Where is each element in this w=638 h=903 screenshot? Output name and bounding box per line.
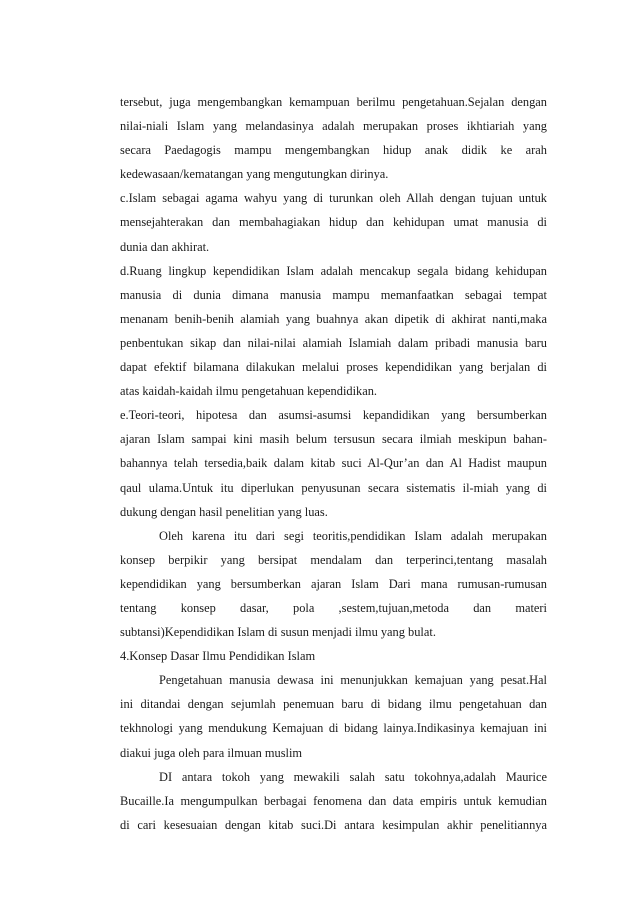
text-line: dunia dan akhirat. <box>120 239 210 254</box>
text-line: Oleh karena itu dari segi teoritis,pendidikan Islam adalah merupakan <box>159 528 547 543</box>
text-line: 4.Konsep Dasar Ilmu Pendidikan Islam <box>120 649 316 664</box>
text-line: Pengetahuan manusia dewasa ini menunjukkan kemajuan yang pesat.Hal <box>159 673 547 688</box>
text-line: diakui juga oleh para ilmuan muslim <box>120 745 303 760</box>
text-line: tentang konsep dasar, pola ,sestem,tujuan,metoda dan materi <box>120 600 547 615</box>
text-line: nilai-niali Islam yang melandasinya adalah merupakan proses ikhtiariah yang <box>120 119 547 134</box>
text-line: kependidikan yang bersumberkan ajaran Islam Dari mana rumusan-rumusan <box>120 576 547 591</box>
text-line: tekhnologi yang mendukung Kemajuan di bidang lainya.Indikasinya kemajuan ini <box>120 721 547 736</box>
text-line: manusia di dunia dimana manusia mampu memanfaatkan sebagai tempat <box>120 287 547 302</box>
text-line: penbentukan sikap dan nilai-nilai alamiah Islamiah dalam pribadi manusia baru <box>120 335 547 350</box>
text-line: e.Teori-teori, hipotesa dan asumsi-asumsi kepandidikan yang bersumberkan <box>120 408 547 423</box>
text-line: ini ditandai dengan sejumlah penemuan baru di bidang ilmu pengetahuan dan <box>120 697 547 712</box>
text-line: ajaran Islam sampai kini masih belum tersusun secara ilmiah meskipun bahan- <box>120 432 547 447</box>
text-line: dapat efektif bilamana dilakukan melalui proses kependidikan yang berjalan di <box>120 360 547 375</box>
text-line: subtansi)Kependidikan Islam di susun menjadi ilmu yang bulat. <box>120 625 436 640</box>
text-line: qaul ulama.Untuk itu diperlukan penyusunan secara sistematis il-miah yang di <box>120 480 547 495</box>
text-line: DI antara tokoh yang mewakili salah satu tokohnya,adalah Maurice <box>159 769 547 784</box>
text-line: d.Ruang lingkup kependidikan Islam adalah mencakup segala bidang kehidupan <box>120 263 547 278</box>
text-line: konsep berpikir yang bersipat mendalam dan terperinci,tentang masalah <box>120 552 547 567</box>
text-line: di cari kesesuaian dengan kitab suci.Di antara kesimpulan akhir penelitiannya <box>120 817 547 832</box>
text-line: Bucaille.Ia mengumpulkan berbagai fenomena dan data empiris untuk kemudian <box>120 793 547 808</box>
text-line: tersebut, juga mengembangkan kemampuan berilmu pengetahuan.Sejalan dengan <box>120 95 547 109</box>
text-line: mensejahterakan dan membahagiakan hidup dan kehidupan umat manusia di <box>120 215 547 230</box>
body-text <box>120 90 547 837</box>
text-line: kedewasaan/kematangan yang mengutungkan dirinya. <box>120 167 389 182</box>
text-line: c.Islam sebagai agama wahyu yang di turunkan oleh Allah dengan tujuan untuk <box>120 191 547 206</box>
text-line: dukung dengan hasil penelitian yang luas. <box>120 504 328 519</box>
text-line: atas kaidah-kaidah ilmu pengetahuan kependidikan. <box>120 384 378 399</box>
text-line: menanam benih-benih alamiah yang buahnya akan dipetik di akhirat nanti,maka <box>120 311 547 326</box>
text-line: bahannya telah tersedia,baik dalam kitab suci Al-Qur’an dan Al Hadist maupun <box>120 456 547 471</box>
text-line: secara Paedagogis mampu mengembangkan hidup anak didik ke arah <box>120 143 547 158</box>
